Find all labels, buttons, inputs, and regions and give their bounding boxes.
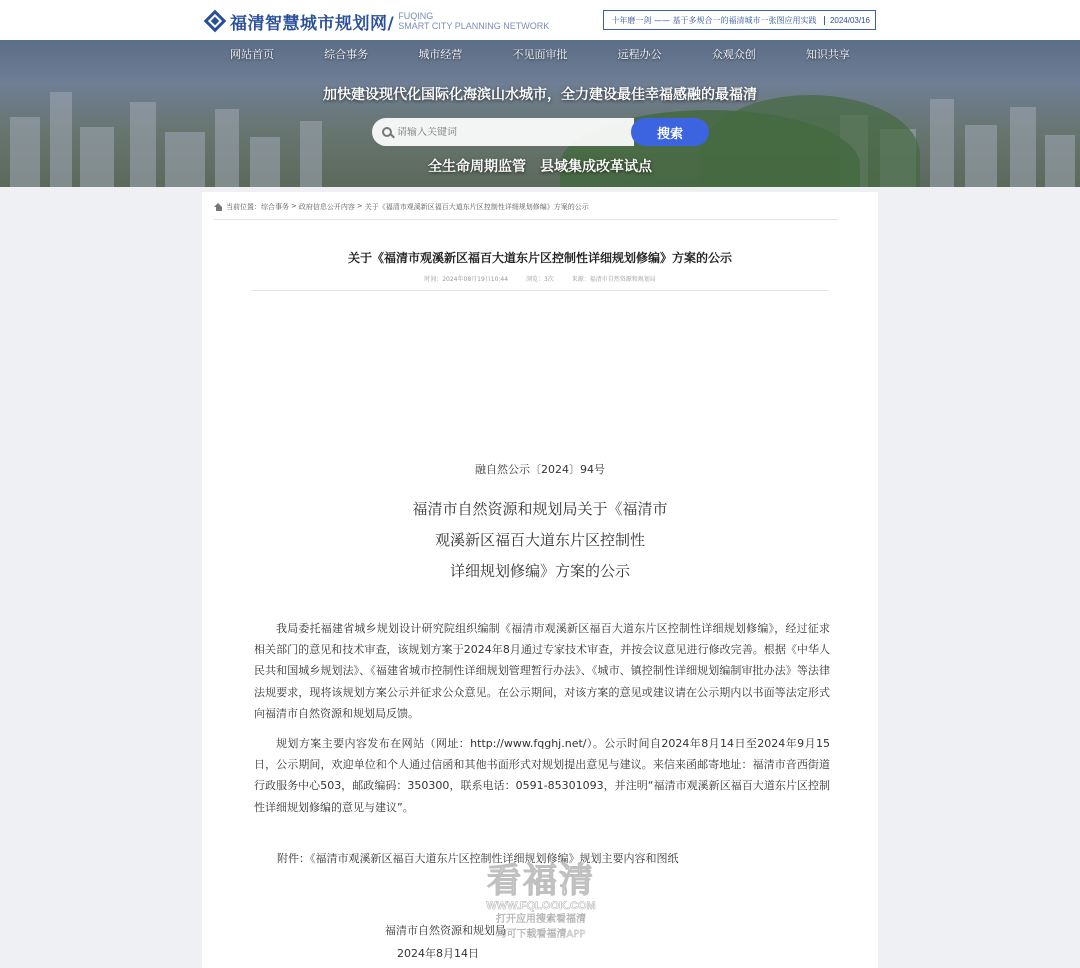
watermark xyxy=(470,862,612,952)
breadcrumb-label: 当前位置： xyxy=(226,203,261,211)
nav-home[interactable]: 网站首页 xyxy=(230,48,274,61)
search-bar xyxy=(372,118,709,146)
attachment-link[interactable]: 附件：《福清市观溪新区福百大道东片区控制性详细规划修编》规划主要内容和图纸 xyxy=(277,852,679,865)
breadcrumb-separator: > xyxy=(356,202,363,210)
top-bar xyxy=(0,0,1080,40)
nav-general-affairs[interactable]: 综合事务 xyxy=(324,48,369,61)
breadcrumb-item-current: 关于《福清市观溪新区福百大道东片区控制性详细规划修编》方案的公示 xyxy=(364,203,589,211)
banner xyxy=(0,40,1080,187)
title-divider xyxy=(252,290,828,291)
banner-slogan-bottom: 全生命周期监管 县域集成改革试点 xyxy=(428,159,652,175)
watermark-url: WWW.FQLOOK.COM xyxy=(486,900,596,912)
logo-diamond-icon xyxy=(204,10,226,32)
nav-online-approval[interactable]: 不见面审批 xyxy=(512,48,568,61)
nav-city-operation[interactable]: 城市经营 xyxy=(418,48,463,61)
home-icon xyxy=(214,203,223,211)
meta-time: 时间：2024年08月19日10:44 xyxy=(424,276,509,283)
banner-slogan-top: 加快建设现代化国际化海滨山水城市，全力建设最佳幸福感融的最福清 xyxy=(323,87,757,103)
nav-knowledge-share[interactable]: 知识共享 xyxy=(805,48,850,61)
breadcrumb-separator: > xyxy=(291,202,297,210)
meta-source: 来源：福清市自然资源和规划局 xyxy=(571,276,656,283)
notice-bar[interactable] xyxy=(603,10,876,30)
logo-subtitle: FUQING SMART CITY PLANNING NETWORK xyxy=(398,11,550,31)
watermark-line-2: 均可下载看福清APP xyxy=(496,929,586,940)
body-paragraph-2: 规划方案主要内容发布在网站（网址：http://www.fqghj.net/）。公示时间自2024年8月14日至2024年9月15日，公示期间，欢迎单位和个人通过信函和其他书面形式对规划提出意见与建议。来信来函邮寄地址：福清市音西街道行政服务中心503，邮政编码：350300，联系电话：0591-85301093，并注明“福清市观溪新区福百大道东片区控制性详细规划修编的意见与建议”。 xyxy=(254,737,830,814)
article-meta xyxy=(202,274,878,283)
search-box xyxy=(372,118,634,146)
meta-views: 浏览：3次 xyxy=(526,276,554,283)
notice-text[interactable]: 十年磨一剑 —— 基于多规合一的福清城市一张图应用实践 xyxy=(611,15,817,25)
watermark-logo: 看福清 xyxy=(487,861,595,901)
document-subtitle-line-1: 福清市自然资源和规划局关于《福清市 xyxy=(412,500,668,518)
breadcrumb-item-general-affairs[interactable]: 综合事务 xyxy=(261,203,289,211)
search-button[interactable]: 搜索 xyxy=(631,118,709,146)
search-input[interactable] xyxy=(397,127,617,138)
site-logo[interactable] xyxy=(204,8,549,34)
article-panel xyxy=(202,192,878,968)
signature-org: 福清市自然资源和规划局 xyxy=(385,924,506,937)
signature-date: 2024年8月14日 xyxy=(397,947,479,960)
breadcrumb-item-gov-info[interactable]: 政府信息公开内容 xyxy=(298,203,355,211)
document-subtitle-line-3: 详细规划修编》方案的公示 xyxy=(449,562,630,580)
nav-remote-office[interactable]: 远程办公 xyxy=(617,48,662,61)
body-paragraph-1: 我局委托福建省城乡规划设计研究院组织编制《福清市观溪新区福百大道东片区控制性详细规划修编》，经过征求相关部门的意见和技术审查，该规划方案于2024年8月通过专家技术审查，并按会议意见进行修改完善。根据《中华人民共和国城乡规划法》、《福建省城市控制性详细规划管理暂行办法》、《城市、镇控制性详细规划编制审批办法》等法律法规要求，现将该规划方案公示并征求公众意见。在公示期间，对该方案的意见或建议请在公示期内以书面等法定形式向福清市自然资源和规划局反馈。 xyxy=(254,622,830,720)
logo-title: 福清智慧城市规划网/ xyxy=(230,13,395,34)
search-icon xyxy=(382,127,392,137)
document-number: 融自然公示〔2024〕94号 xyxy=(475,463,605,476)
nav-crowd-creation[interactable]: 众观众创 xyxy=(711,48,756,61)
article-title: 关于《福清市观溪新区福百大道东片区控制性详细规划修编》方案的公示 xyxy=(347,251,732,265)
notice-date: 2024/03/16 xyxy=(824,16,875,25)
document-subtitle-line-2: 观溪新区福百大道东片区控制性 xyxy=(434,531,645,549)
main-nav xyxy=(230,46,850,62)
watermark-line-1: 打开应用搜索看福清 xyxy=(496,914,586,925)
breadcrumb xyxy=(214,202,838,220)
